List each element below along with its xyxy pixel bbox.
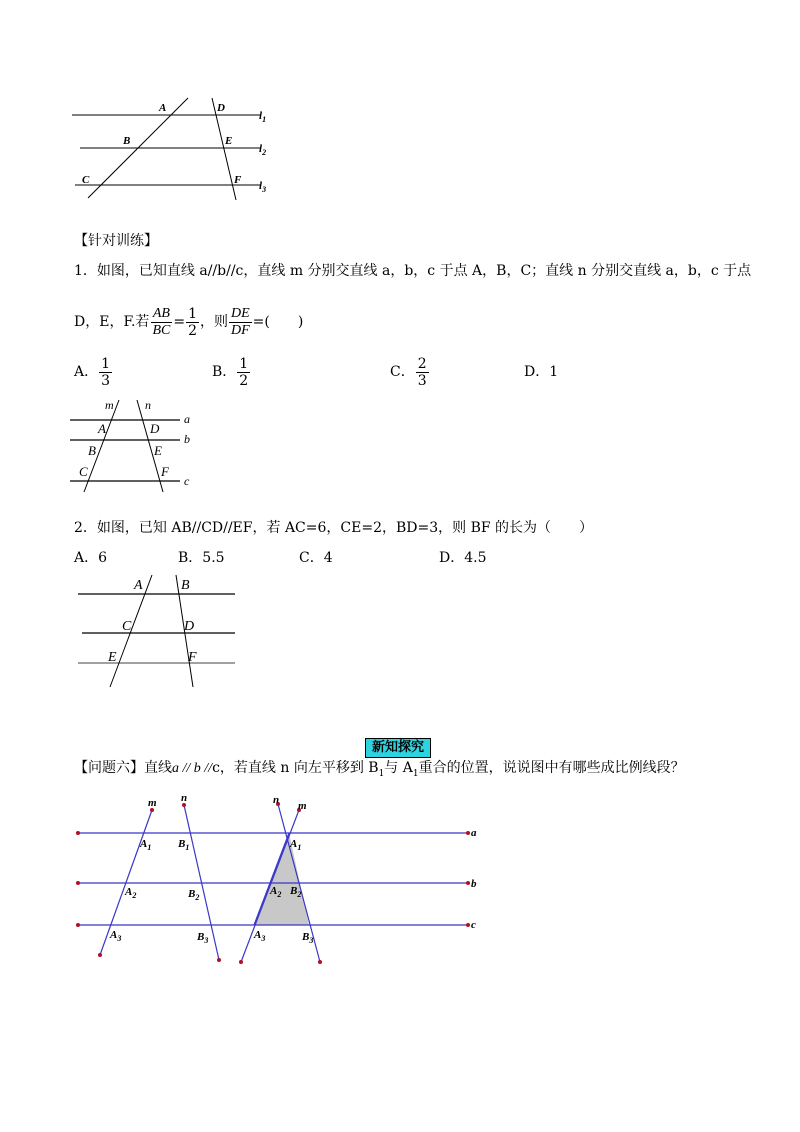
label-A3-right: $A_3$ xyxy=(254,929,266,943)
q2-option-a[interactable]: A．6 xyxy=(74,550,108,566)
label-n-left: n xyxy=(181,792,188,804)
label-B: B xyxy=(181,578,190,593)
label-F: F xyxy=(234,174,242,186)
label-A: A xyxy=(98,421,106,436)
q2-option-c[interactable]: C．4 xyxy=(299,550,333,566)
label-B1-left: $B_1$ xyxy=(178,838,190,852)
q1-text-line2 xyxy=(74,304,303,340)
label-D: D xyxy=(184,619,195,634)
label-E: E xyxy=(154,443,162,458)
figure-1-diagram xyxy=(60,90,290,200)
label-A3-left: $A_3$ xyxy=(110,929,122,943)
label-b: b xyxy=(184,432,190,446)
q2-option-b[interactable]: B．5.5 xyxy=(178,550,225,566)
label-A2-right: $A_2$ xyxy=(270,885,282,899)
label-a: a xyxy=(184,412,190,426)
label-B2-right: $B_2$ xyxy=(290,885,302,899)
label-C: C xyxy=(122,619,132,634)
label-B: B xyxy=(88,443,96,458)
q6-figure xyxy=(70,790,490,970)
label-A2-left: $A_2$ xyxy=(125,886,137,900)
label-l3: $l_3$ xyxy=(259,180,267,194)
q1-text-line1: 1．如图，已知直线 a//b//c，直线 m 分别交直线 a，b，c 于点 A，B，C；直线 n 分别交直线 a，b，c 于点 xyxy=(74,263,752,279)
label-A: A xyxy=(159,102,167,114)
label-b: b xyxy=(471,878,477,890)
q2-text: 2．如图，已知 AB//CD//EF，若 AC=6，CE=2，BD=3，则 BF 的长为（ ） xyxy=(74,520,594,536)
label-B3-left: $B_3$ xyxy=(197,931,209,945)
label-B3-right: $B_3$ xyxy=(302,931,314,945)
label-l1: $l_1$ xyxy=(259,110,267,124)
label-C: C xyxy=(82,174,90,186)
section-heading: 【针对训练】 xyxy=(74,233,158,249)
label-F: F xyxy=(161,464,169,479)
label-D: D xyxy=(217,102,225,114)
q1-option-d[interactable]: D．1 xyxy=(524,364,559,380)
label-B2-left: $B_2$ xyxy=(188,888,200,902)
label-a: a xyxy=(471,827,477,839)
q1-fraction-half: $\frac{1}{2}$ xyxy=(188,305,197,339)
q1-figure xyxy=(65,395,205,495)
label-l2: $l_2$ xyxy=(259,143,267,157)
label-D: D xyxy=(150,421,160,436)
label-F: F xyxy=(188,650,197,665)
q1-mid: ，则 xyxy=(199,314,228,330)
label-n: n xyxy=(145,398,151,412)
q1-option-c[interactable]: C． $\frac{2}{3}$ xyxy=(390,355,427,389)
q1-option-b[interactable]: B． $\frac{1}{2}$ xyxy=(212,355,249,389)
label-A: A xyxy=(134,578,143,593)
label-A1-right: $A_1$ xyxy=(290,838,302,852)
label-C: C xyxy=(79,464,88,479)
q1-fraction-ab-bc: $\frac{AB}{BC}$ xyxy=(152,305,171,338)
q6-text: 【问题六】直线a // b //c，若直线 n 向左平移到 $B_1$与 $A_1$重合的位置，说说图中有哪些成比例线段？ xyxy=(74,760,685,779)
label-m: m xyxy=(105,398,114,412)
label-c: c xyxy=(184,474,190,488)
label-A1-left: $A_1$ xyxy=(140,838,152,852)
label-m-right: m xyxy=(298,800,307,812)
q2-figure xyxy=(70,572,240,692)
section-badge: 新知探究 xyxy=(365,738,431,758)
label-m-left: m xyxy=(148,797,157,809)
label-c: c xyxy=(471,919,476,931)
q1-equals: = xyxy=(173,314,186,330)
q1-prefix: D，E，F.若 xyxy=(74,314,150,330)
q1-tail: =( ) xyxy=(252,314,304,330)
label-E: E xyxy=(108,650,117,665)
label-E: E xyxy=(225,135,233,147)
q2-option-d[interactable]: D．4.5 xyxy=(439,550,487,566)
label-n-right: n xyxy=(273,794,280,806)
label-B: B xyxy=(123,135,131,147)
q1-option-a[interactable]: A． $\frac{1}{3}$ xyxy=(74,355,111,389)
q1-fraction-de-df: $\frac{DE}{DF}$ xyxy=(230,305,250,338)
